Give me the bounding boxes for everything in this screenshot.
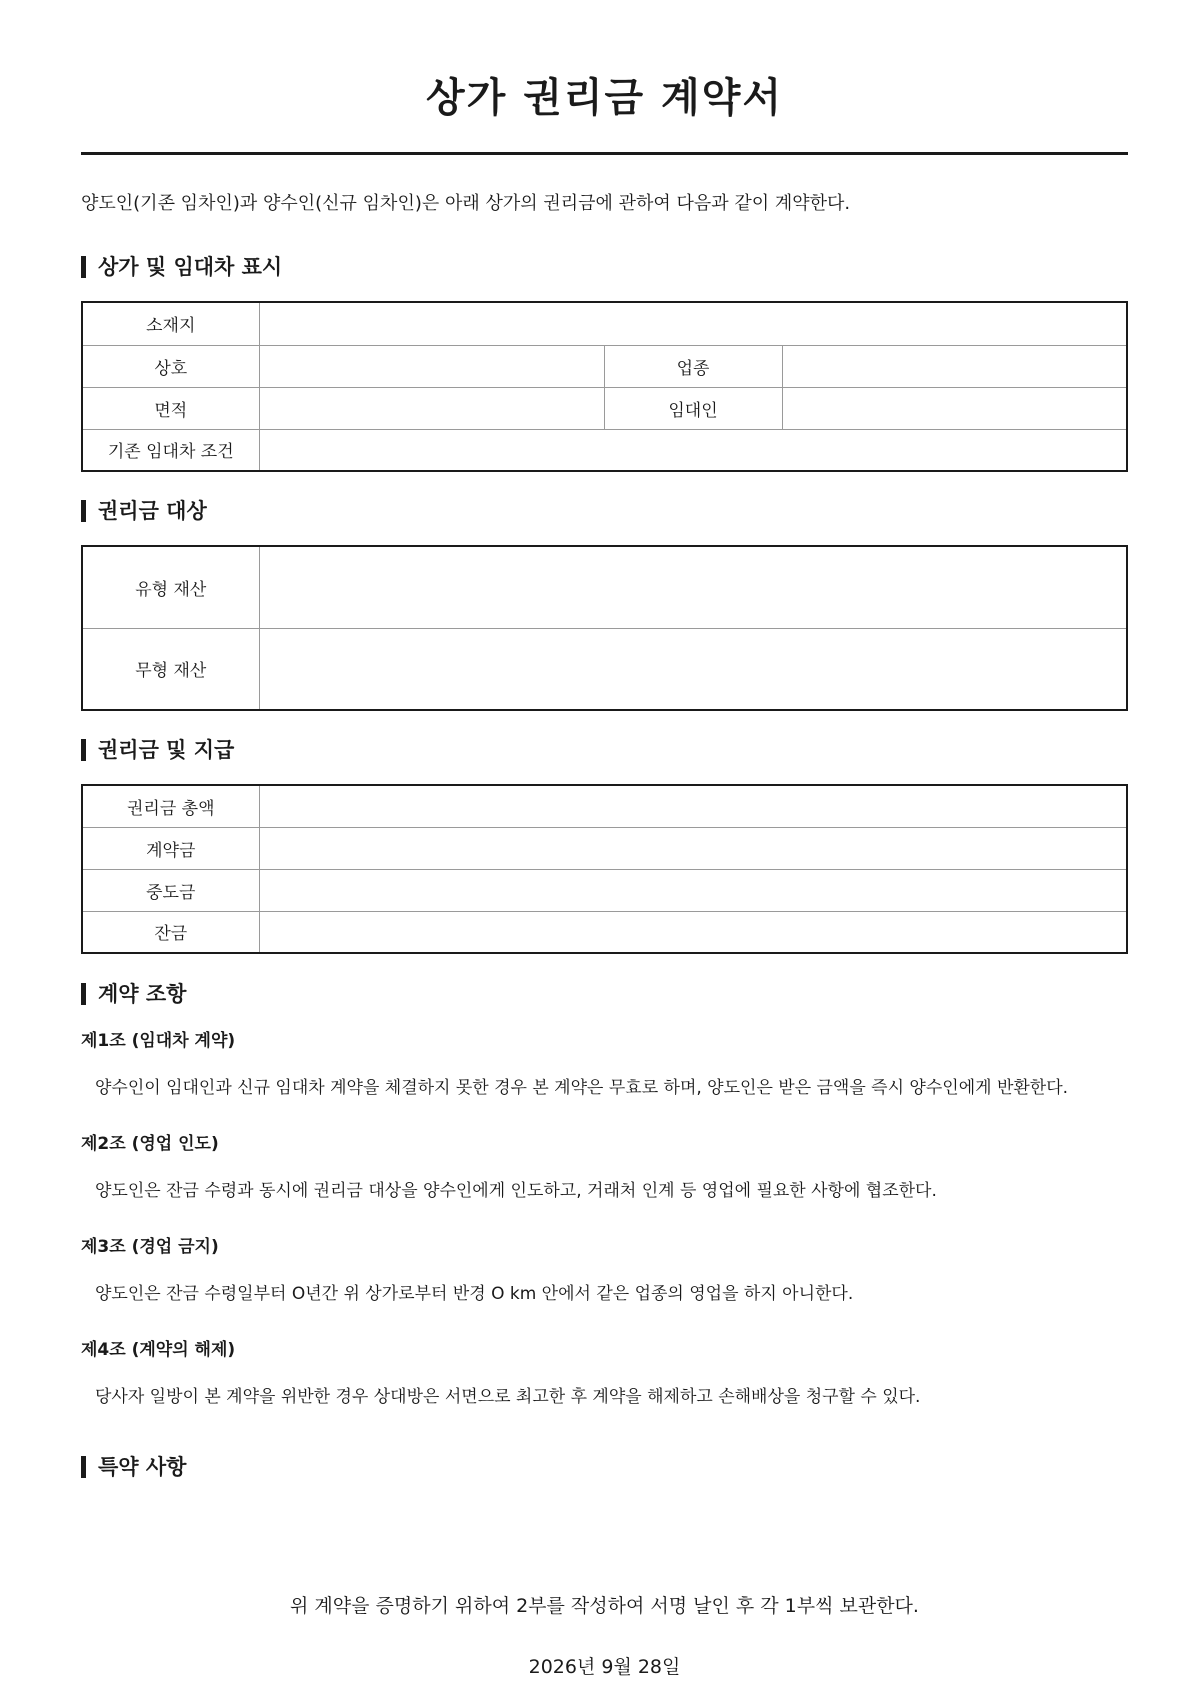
business-type-label: 업종: [604, 345, 782, 387]
article-3-title: 제3조 (경업 금지): [81, 1237, 219, 1257]
landlord-label: 임대인: [604, 387, 782, 429]
intro-text: 양도인(기존 임차인)과 양수인(신규 임차인)은 아래 상가의 권리금에 관하여 다음과 같이 계약한다.: [81, 193, 851, 214]
section-heading-label: 권리금 대상: [98, 499, 207, 523]
tangible-label: 유형 재산: [82, 546, 259, 628]
table-row: [82, 827, 1127, 869]
property-table: [81, 301, 1128, 472]
landlord-field[interactable]: [782, 387, 1127, 429]
existing-lease-field[interactable]: [259, 429, 1127, 471]
total-field[interactable]: [259, 785, 1127, 827]
deposit-label: 계약금: [82, 827, 259, 869]
document-title: 상가 권리금 계약서: [426, 75, 783, 121]
interim-field[interactable]: [259, 869, 1127, 911]
table-row: [82, 911, 1127, 953]
tangible-field[interactable]: [259, 546, 1127, 628]
article-1-body: 양수인이 임대인과 신규 임대차 계약을 체결하지 못한 경우 본 계약은 무효로 하며, 양도인은 받은 금액을 즉시 양수인에게 반환한다.: [95, 1078, 1069, 1098]
area-field[interactable]: [259, 387, 604, 429]
article-4-body: 당사자 일방이 본 계약을 위반한 경우 상대방은 서면으로 최고한 후 계약을 해제하고 손해배상을 청구할 수 있다.: [95, 1387, 921, 1407]
section-heading-property: [81, 252, 282, 282]
article-2-title: 제2조 (영업 인도): [81, 1134, 219, 1154]
total-label: 권리금 총액: [82, 785, 259, 827]
section-marker: [81, 983, 86, 1005]
section-marker: [81, 500, 86, 522]
closing-statement: 위 계약을 증명하기 위하여 2부를 작성하여 서명 날인 후 각 1부씩 보관한다.: [290, 1595, 919, 1617]
intangible-field[interactable]: [259, 628, 1127, 710]
section-heading-special: [81, 1452, 186, 1482]
section-heading-label: 상가 및 임대차 표시: [98, 255, 283, 279]
target-table: [81, 545, 1128, 711]
area-label: 면적: [82, 387, 259, 429]
section-heading-label: 계약 조항: [98, 982, 187, 1006]
existing-lease-label: 기존 임대차 조건: [82, 429, 259, 471]
location-label: 소재지: [82, 302, 259, 345]
section-heading-label: 특약 사항: [98, 1455, 187, 1479]
article-1-title: 제1조 (임대차 계약): [81, 1031, 236, 1051]
section-marker: [81, 739, 86, 761]
trade-name-field[interactable]: [259, 345, 604, 387]
table-row: [82, 429, 1127, 471]
article-3-body: 양도인은 잔금 수령일부터 O년간 위 상가로부터 반경 O km 안에서 같은 업종의 영업을 하지 아니한다.: [95, 1284, 854, 1304]
table-row: [82, 628, 1127, 710]
contract-date: 2026년 9월 28일: [528, 1656, 681, 1678]
section-marker: [81, 256, 86, 278]
table-row: [82, 345, 1127, 387]
deposit-field[interactable]: [259, 827, 1127, 869]
section-heading-label: 권리금 및 지급: [98, 738, 235, 762]
article-2-body: 양도인은 잔금 수령과 동시에 권리금 대상을 양수인에게 인도하고, 거래처 인계 등 영업에 필요한 사항에 협조한다.: [95, 1181, 937, 1201]
section-heading-terms: [81, 979, 186, 1009]
table-row: [82, 302, 1127, 345]
section-heading-payment: [81, 735, 234, 765]
balance-field[interactable]: [259, 911, 1127, 953]
title-divider: [81, 152, 1128, 155]
section-marker: [81, 1456, 86, 1478]
location-field[interactable]: [259, 302, 1127, 345]
table-row: [82, 869, 1127, 911]
intangible-label: 무형 재산: [82, 628, 259, 710]
table-row: [82, 785, 1127, 827]
article-4-title: 제4조 (계약의 해제): [81, 1340, 236, 1360]
table-row: [82, 546, 1127, 628]
payment-table: [81, 784, 1128, 954]
interim-label: 중도금: [82, 869, 259, 911]
balance-label: 잔금: [82, 911, 259, 953]
section-heading-target: [81, 496, 207, 526]
table-row: [82, 387, 1127, 429]
trade-name-label: 상호: [82, 345, 259, 387]
business-type-field[interactable]: [782, 345, 1127, 387]
